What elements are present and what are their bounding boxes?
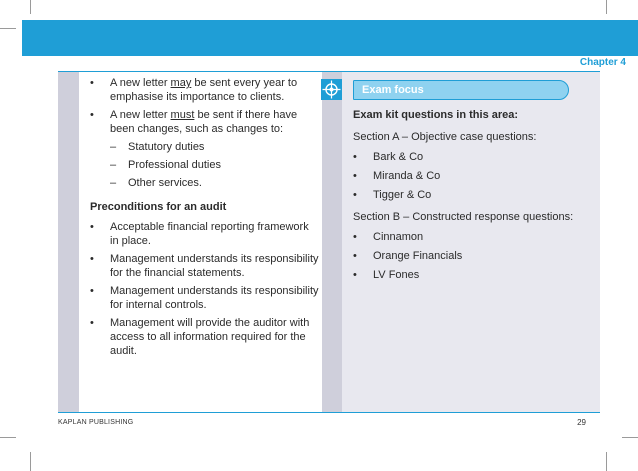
bullet-mark: • xyxy=(353,189,357,201)
question-name: Orange Financials xyxy=(373,250,463,262)
dash-item-text: Statutory duties xyxy=(128,141,205,153)
item-text: be sent if there have been changes, such as changes to: xyxy=(110,109,298,135)
list-item xyxy=(353,268,593,282)
bullet-mark: • xyxy=(90,221,94,233)
chapter-label: Chapter 4 xyxy=(579,57,626,68)
crop-mark xyxy=(30,452,31,471)
bullet-mark: • xyxy=(90,317,94,329)
section-b-label: Section B – Constructed response questions: xyxy=(353,211,574,223)
list-item xyxy=(90,316,320,358)
crop-mark xyxy=(606,0,607,14)
list-item xyxy=(353,150,593,164)
bullet-mark: • xyxy=(353,170,357,182)
item-text: Management will provide the auditor with access to all information required for the audit. xyxy=(110,317,310,357)
bullet-mark: • xyxy=(353,231,357,243)
crop-mark xyxy=(0,437,16,438)
left-margin-shade xyxy=(58,72,79,412)
list-item xyxy=(90,252,320,280)
list-item xyxy=(353,230,593,244)
question-name: Bark & Co xyxy=(373,151,424,163)
item-text: A new letter xyxy=(110,109,171,121)
preconditions-heading: Preconditions for an audit xyxy=(90,201,227,213)
page-number: 29 xyxy=(577,418,586,427)
list-item xyxy=(90,220,320,248)
crop-mark xyxy=(622,437,638,438)
middle-margin-shade xyxy=(322,72,342,412)
question-name: Cinnamon xyxy=(373,231,424,243)
bullet-mark: • xyxy=(90,253,94,265)
item-text: A new letter xyxy=(110,77,171,89)
exam-focus-content xyxy=(353,108,593,287)
exam-focus-text: Exam focus xyxy=(362,84,424,96)
emphasis-text: may xyxy=(170,77,192,89)
item-text: be sent every year to emphasise its importance to clients. xyxy=(110,77,298,103)
dash-mark: – xyxy=(110,141,117,153)
bullet-mark: • xyxy=(353,269,357,281)
bullet-mark: • xyxy=(353,151,357,163)
list-item xyxy=(353,188,593,202)
section-a-label: Section A – Objective case questions: xyxy=(353,131,537,143)
exam-kit-heading: Exam kit questions in this area: xyxy=(353,109,519,121)
bullet-mark: • xyxy=(353,250,357,262)
crop-mark xyxy=(30,0,31,14)
list-item xyxy=(353,169,593,183)
footer-rule xyxy=(58,412,600,413)
list-item xyxy=(90,108,320,136)
emphasis-text: must xyxy=(170,109,195,121)
question-name: Miranda & Co xyxy=(373,170,441,182)
left-column xyxy=(90,76,320,362)
list-item xyxy=(90,76,320,104)
item-text: Management understands its responsibility for the financial statements. xyxy=(110,253,319,279)
dash-item xyxy=(110,140,320,154)
crop-mark xyxy=(606,452,607,471)
dash-item xyxy=(110,158,320,172)
crop-mark xyxy=(0,28,16,29)
list-item xyxy=(90,284,320,312)
exam-focus-label xyxy=(353,80,569,100)
publisher-label: KAPLAN PUBLISHING xyxy=(58,419,134,426)
dash-mark: – xyxy=(110,159,117,171)
bullet-mark: • xyxy=(90,109,94,121)
question-name: LV Fones xyxy=(373,269,420,281)
item-text: Management understands its responsibility for internal controls. xyxy=(110,285,319,311)
header-band xyxy=(22,20,638,56)
list-item xyxy=(353,249,593,263)
bullet-mark: • xyxy=(90,285,94,297)
dash-item-text: Professional duties xyxy=(128,159,221,171)
question-name: Tigger & Co xyxy=(373,189,432,201)
target-icon xyxy=(321,79,342,100)
item-text: Acceptable financial reporting framework in place. xyxy=(110,221,309,247)
bullet-mark: • xyxy=(90,77,94,89)
dash-item xyxy=(110,176,320,190)
dash-mark: – xyxy=(110,177,117,189)
dash-item-text: Other services. xyxy=(128,177,202,189)
